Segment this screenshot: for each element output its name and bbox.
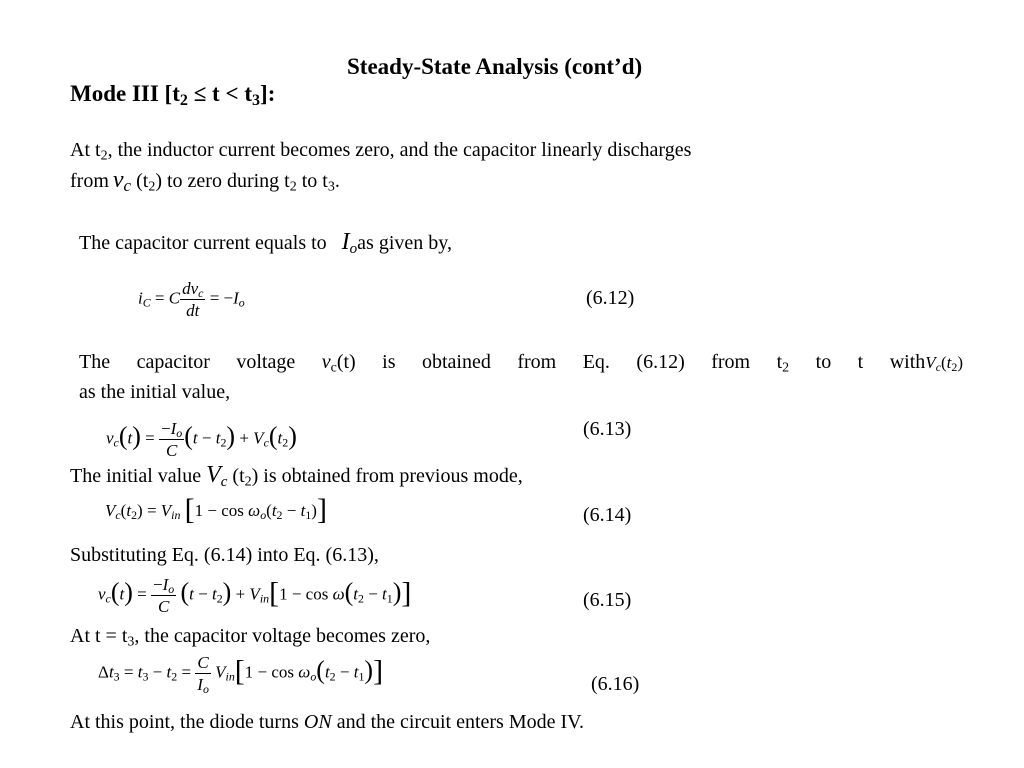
slide-title: Steady-State Analysis (cont’d) (347, 54, 643, 79)
equation-number-6-15: (6.15) (583, 589, 632, 611)
intro-line-1: At $t_2$, the inductor current becomes zero, and the capacitor linearly discharges (70, 139, 692, 164)
equation-6-15: $v_c(t)$ = $\frac{-I_o}{C}$ $(t - t_2) + V_{in}[1 - \cos \omega(t_2 - t_1)]$ (98, 575, 412, 617)
equation-number-6-13: (6.13) (583, 418, 632, 440)
capacitor-voltage-line-1: The capacitor voltage $v_c(t)$ is obtained from Eq. (6.12) from $t_2$ to t $withV_c(t_2)$ (79, 351, 963, 376)
capacitor-voltage-line-2: as the initial value, (79, 381, 231, 403)
equation-number-6-12: (6.12) (586, 287, 635, 309)
mode-heading: Mode III $[t_2 \le t < t_3]$: (70, 81, 276, 110)
equation-6-14: $V_c(t_2) = V_{in}$ $[1 - \cos \omega_o(t_2 - t_1)]$ (105, 493, 327, 526)
initial-value-sentence: The initial value $V_c$ $(t_2)$ is obtained from previous mode, (70, 462, 523, 490)
equation-number-6-14: (6.14) (583, 504, 632, 526)
at-t3-sentence: At $t = t_3$, the capacitor voltage becomes zero, (70, 625, 431, 650)
substituting-sentence: Substituting Eq. (6.14) into Eq. (6.13), (70, 544, 379, 566)
conclusion-sentence: At this point, the diode turns ON and the circuit enters Mode IV. (70, 711, 585, 733)
capacitor-current-sentence: The capacitor current equals to $I_oas$ given by, (79, 229, 452, 257)
intro-line-2: from $v_c$ $(t_2)$ to zero during $t_2$ to $t_3$. (70, 167, 340, 195)
equation-6-13: $v_c(t)$ = $\frac{-I_o}{C}$ $(t - t_2) + V_c(t_2)$ (106, 419, 297, 461)
equation-6-16: $\Delta t_3 = t_3 - t_2$ = $\frac{C}{I_o}$ $V_{in}[1 - \cos \omega_o(t_2 - t_1)]$ (98, 653, 384, 697)
equation-6-12: $i_C = C$ $\frac{dv_c}{dt}$ = $-I_o$ (138, 279, 245, 321)
equation-number-6-16: (6.16) (591, 673, 640, 695)
